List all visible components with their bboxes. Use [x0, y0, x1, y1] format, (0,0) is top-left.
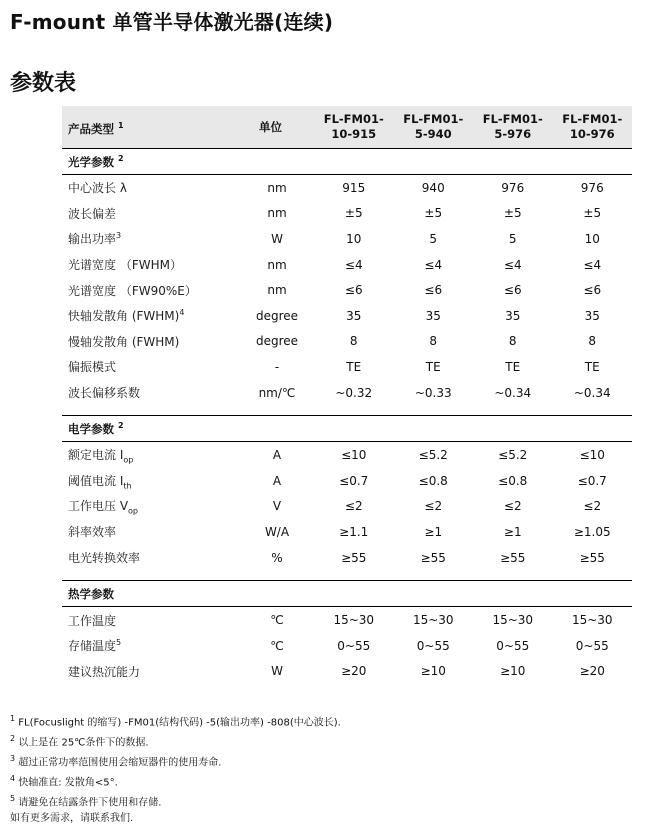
value-cell: 5 — [429, 231, 438, 246]
parameter-name: 中心波长 λ — [68, 181, 127, 196]
table-row — [62, 519, 632, 545]
value-cell: ≤2 — [344, 499, 363, 514]
value-cell: 10 — [346, 231, 362, 246]
spacer-row — [62, 405, 632, 416]
value-cell: ≤5.2 — [418, 448, 448, 463]
table-row — [62, 633, 632, 659]
value-cell: 0~55 — [496, 638, 530, 653]
table-row — [62, 545, 632, 571]
value-cell: 15~30 — [492, 613, 534, 628]
unit-cell: A — [272, 473, 282, 488]
value-cell: ≤2 — [503, 499, 522, 514]
value-cell: ≥10 — [420, 664, 446, 679]
unit-cell: degree — [255, 334, 299, 349]
table-row — [62, 303, 632, 329]
unit-cell: V — [272, 499, 282, 514]
footnote: $^2$ 以上是在 25℃条件下的数据. — [10, 733, 149, 749]
value-cell: 35 — [425, 308, 441, 323]
section-header-row — [62, 416, 632, 442]
value-cell: ≥55 — [579, 550, 605, 565]
value-cell: 976 — [580, 180, 604, 195]
value-cell: 940 — [421, 180, 445, 195]
value-cell: ±5 — [344, 206, 363, 221]
unit-cell: A — [272, 448, 282, 463]
footnote: $^1$ FL(Focuslight 的缩写) -FM01(结构代码) -5(输出功率) -808(中心波长). — [10, 714, 341, 729]
value-cell: TE — [584, 359, 600, 374]
value-cell: ≤0.8 — [498, 473, 528, 488]
unit-cell: nm — [267, 257, 287, 272]
header-unit: 单位 — [247, 106, 314, 149]
header-product-type: 产品类型 $^1$ — [62, 106, 247, 149]
value-cell: 5 — [508, 231, 517, 246]
value-cell: ≥1 — [424, 524, 443, 539]
section-header-row — [62, 149, 632, 175]
value-cell: ≤6 — [424, 283, 443, 298]
footnote: $^4$ 快轴准直: 发散角<5°. — [10, 773, 118, 789]
parameter-name: 输出功率$^3$ — [68, 231, 122, 247]
value-cell: 8 — [508, 334, 517, 349]
unit-cell: nm — [267, 206, 287, 221]
table-row — [62, 494, 632, 520]
footnotes — [10, 711, 341, 826]
parameter-name: 波长偏移系数 — [68, 386, 141, 401]
value-cell: 0~55 — [337, 638, 371, 653]
value-cell: ≥55 — [341, 550, 367, 565]
section-header-row — [62, 581, 632, 607]
value-cell: ≤10 — [341, 448, 367, 463]
table-row — [62, 201, 632, 227]
value-cell: 35 — [346, 308, 362, 323]
value-cell: ~0.34 — [494, 385, 532, 400]
table-row — [62, 277, 632, 303]
value-cell: 10 — [584, 231, 600, 246]
value-cell: ±5 — [583, 206, 602, 221]
value-cell: ≤6 — [583, 283, 602, 298]
spacer-row — [62, 570, 632, 581]
value-cell: 8 — [588, 334, 597, 349]
table-row — [62, 175, 632, 201]
value-cell: 15~30 — [571, 613, 613, 628]
unit-cell: ℃ — [270, 638, 284, 653]
section-title: 光学参数 $^2$ — [62, 149, 632, 175]
value-cell: ≤0.7 — [339, 473, 369, 488]
value-cell: ≥55 — [420, 550, 446, 565]
parameter-name: 偏振模式 — [68, 360, 117, 375]
value-cell: TE — [346, 359, 362, 374]
value-cell: ≤4 — [583, 257, 602, 272]
value-cell: ≤5.2 — [498, 448, 528, 463]
table-header-row — [62, 106, 632, 149]
value-cell: 976 — [501, 180, 525, 195]
header-model: FL-FM01- 10-976 — [553, 106, 633, 149]
footnote: $^5$ 请避免在结露条件下使用和存储. — [10, 793, 162, 809]
section-title: 电学参数 $^2$ — [62, 416, 632, 442]
section-heading-parameter-table: 参数表 — [10, 71, 77, 96]
unit-cell: W — [271, 231, 283, 246]
table-row — [62, 607, 632, 633]
table-row — [62, 354, 632, 380]
value-cell: ≥20 — [341, 664, 367, 679]
value-cell: ~0.32 — [335, 385, 373, 400]
parameter-name: 光谱宽度 （FW90%E） — [68, 283, 197, 298]
value-cell: 0~55 — [416, 638, 450, 653]
table-row — [62, 442, 632, 468]
value-cell: 8 — [429, 334, 438, 349]
value-cell: ≤4 — [424, 257, 443, 272]
value-cell: 8 — [349, 334, 358, 349]
value-cell: ≤0.8 — [418, 473, 448, 488]
document-title: F-mount 单管半导体激光器(连续) — [10, 10, 334, 34]
unit-cell: nm — [267, 283, 287, 298]
unit-cell: W — [271, 664, 283, 679]
parameter-name: 电光转换效率 — [68, 551, 141, 566]
parameter-name: 工作电压 $V_{op}$ — [68, 499, 139, 516]
unit-cell: degree — [255, 308, 299, 323]
footnote: $^3$ 超过正常功率范围使用会缩短器件的使用寿命. — [10, 753, 222, 769]
value-cell: TE — [505, 359, 521, 374]
value-cell: ≤2 — [424, 499, 443, 514]
value-cell: ≤2 — [583, 499, 602, 514]
value-cell: 15~30 — [333, 613, 375, 628]
value-cell: ≥20 — [579, 664, 605, 679]
parameter-name: 额定电流 $I_{op}$ — [68, 447, 134, 465]
footnote: 如有更多需求，请联系我们. — [10, 812, 134, 824]
header-model: FL-FM01- 5-940 — [394, 106, 474, 149]
table-row — [62, 468, 632, 494]
value-cell: ≤0.7 — [577, 473, 607, 488]
parameter-table — [62, 106, 632, 684]
table-row — [62, 226, 632, 252]
unit-cell: nm/℃ — [258, 385, 296, 400]
header-model: FL-FM01- 5-976 — [473, 106, 553, 149]
value-cell: ±5 — [424, 206, 443, 221]
value-cell: TE — [425, 359, 441, 374]
unit-cell: ℃ — [270, 613, 284, 628]
parameter-name: 阈值电流 $I_{th}$ — [68, 473, 132, 490]
value-cell: ≤4 — [503, 257, 522, 272]
parameter-name: 慢轴发散角 (FWHM) — [68, 334, 180, 349]
value-cell: ≤6 — [344, 283, 363, 298]
value-cell: 0~55 — [575, 638, 609, 653]
value-cell: ~0.33 — [414, 385, 452, 400]
parameter-name: 快轴发散角 (FWHM)$^4$ — [68, 308, 185, 324]
table-body — [62, 149, 632, 685]
parameter-name: 建议热沉能力 — [68, 664, 141, 679]
parameter-name: 斜率效率 — [68, 525, 117, 540]
unit-cell: W/A — [264, 524, 290, 539]
value-cell: 915 — [342, 180, 366, 195]
table-row — [62, 380, 632, 406]
value-cell: ≤10 — [579, 448, 605, 463]
value-cell: ≥1 — [503, 524, 522, 539]
value-cell: 35 — [584, 308, 600, 323]
value-cell: ≥10 — [500, 664, 526, 679]
table-row — [62, 329, 632, 355]
parameter-name: 工作温度 — [68, 613, 117, 628]
value-cell: ≤4 — [344, 257, 363, 272]
table-row — [62, 252, 632, 278]
parameter-name: 光谱宽度 （FWHM） — [68, 258, 182, 273]
value-cell: ≥55 — [500, 550, 526, 565]
value-cell: ≥1.05 — [573, 524, 611, 539]
header-model: FL-FM01- 10-915 — [314, 106, 394, 149]
parameter-name: 波长偏差 — [68, 206, 117, 221]
value-cell: 35 — [505, 308, 521, 323]
value-cell: ≥1.1 — [339, 524, 369, 539]
unit-cell: nm — [267, 180, 287, 195]
parameter-name: 存储温度$^5$ — [68, 638, 122, 654]
value-cell: 15~30 — [412, 613, 454, 628]
table-row — [62, 659, 632, 685]
value-cell: ≤6 — [503, 283, 522, 298]
section-title: 热学参数 — [62, 581, 632, 607]
value-cell: ±5 — [503, 206, 522, 221]
unit-cell: - — [274, 359, 280, 374]
value-cell: ~0.34 — [573, 385, 611, 400]
unit-cell: % — [271, 550, 283, 565]
